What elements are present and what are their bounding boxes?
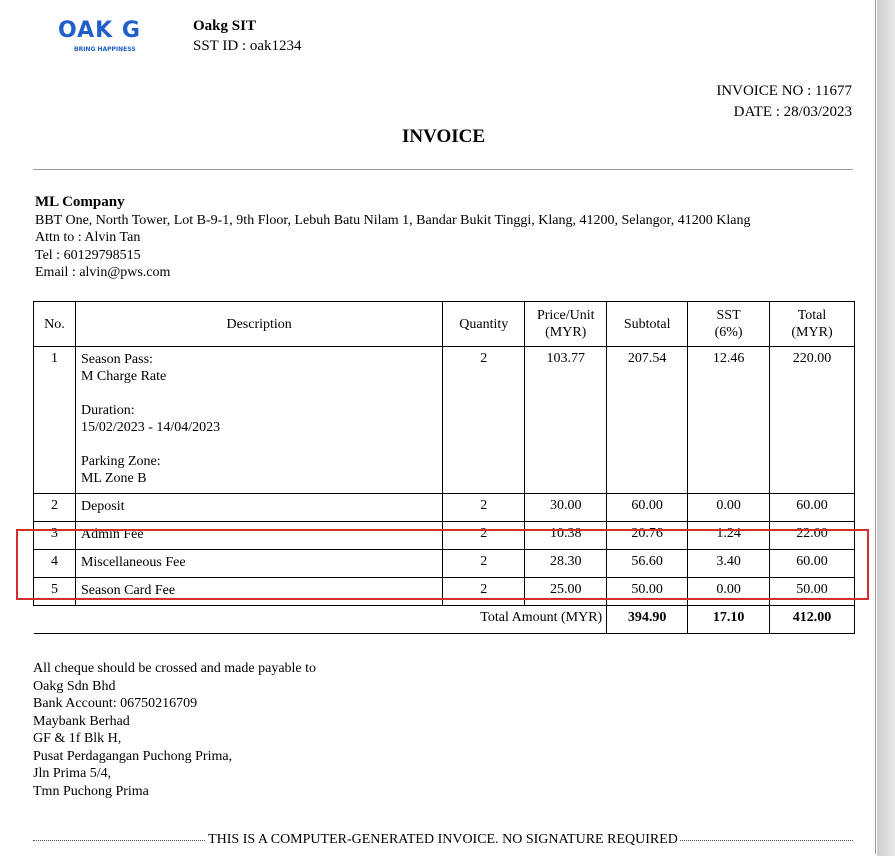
cell-subtotal: 50.00 xyxy=(607,578,688,606)
payment-line: Bank Account: 06750216709 xyxy=(33,696,198,711)
customer-tel: Tel : 60129798515 xyxy=(35,247,141,263)
cell-sst: 0.00 xyxy=(688,494,770,522)
cell-subtotal: 207.54 xyxy=(607,347,688,494)
header-no: No. xyxy=(34,302,76,347)
totals-row xyxy=(34,606,855,634)
sst-id: SST ID : oak1234 xyxy=(193,38,302,54)
cell-no: 4 xyxy=(34,550,76,578)
logo-text: OAK G xyxy=(58,18,141,43)
payment-line: Pusat Perdagangan Puchong Prima, xyxy=(33,748,233,764)
invoice-number: INVOICE NO : 11677 xyxy=(716,83,852,99)
divider xyxy=(33,169,853,170)
payment-line: Maybank Berhad xyxy=(33,713,130,729)
header-quantity: Quantity xyxy=(443,302,525,347)
cell-description: Admin Fee xyxy=(75,522,442,550)
cell-quantity: 2 xyxy=(443,550,525,578)
cell-price: 10.38 xyxy=(525,522,607,550)
total-label: Total Amount (MYR) xyxy=(34,606,607,634)
cell-total: 60.00 xyxy=(770,550,855,578)
footer-text: THIS IS A COMPUTER-GENERATED INVOICE. NO SIGNATURE REQUIRED xyxy=(208,832,678,847)
cell-subtotal: 56.60 xyxy=(607,550,688,578)
cell-sst: 12.46 xyxy=(688,347,770,494)
cell-quantity: 2 xyxy=(443,522,525,550)
invoice-title: INVOICE xyxy=(401,126,486,147)
cell-sst: 3.40 xyxy=(688,550,770,578)
cell-total: 60.00 xyxy=(770,494,855,522)
payment-line: GF & 1f Blk H, xyxy=(33,731,122,746)
company-logo xyxy=(58,18,158,58)
payment-line: Jln Prima 5/4, xyxy=(33,766,112,781)
cell-sst: 0.00 xyxy=(688,578,770,606)
table-row xyxy=(34,494,855,522)
cell-price: 28.30 xyxy=(525,550,607,578)
table-header-row xyxy=(34,302,855,347)
header-total: Total (MYR) xyxy=(770,302,855,347)
cell-total: 22.00 xyxy=(770,522,855,550)
cell-description: Season Pass: M Charge Rate Duration: 15/02/2023 - 14/04/2023 Parking Zone: ML Zone B xyxy=(75,347,442,494)
total-amount: 412.00 xyxy=(770,606,855,634)
customer-name: ML Company xyxy=(35,194,125,210)
header-price: Price/Unit (MYR) xyxy=(525,302,607,347)
cell-total: 50.00 xyxy=(770,578,855,606)
customer-block xyxy=(35,194,750,282)
payment-line: Oakg Sdn Bhd xyxy=(33,678,116,694)
customer-attn: Attn to : Alvin Tan xyxy=(35,230,141,245)
cell-no: 1 xyxy=(34,347,76,494)
highlight-box xyxy=(16,529,869,600)
total-subtotal: 394.90 xyxy=(607,606,688,634)
cell-no: 2 xyxy=(34,494,76,522)
cell-subtotal: 20.76 xyxy=(607,522,688,550)
company-name: Oakg SIT xyxy=(193,18,256,34)
customer-address: BBT One, North Tower, Lot B-9-1, 9th Floor, Lebuh Batu Nilam 1, Bandar Bukit Tinggi, Klang, 41200, Selangor, 41200 Klang xyxy=(35,212,751,228)
cell-price: 30.00 xyxy=(525,494,607,522)
cell-subtotal: 60.00 xyxy=(607,494,688,522)
invoice-date: DATE : 28/03/2023 xyxy=(733,104,852,120)
total-sst: 17.10 xyxy=(688,606,770,634)
cell-price: 103.77 xyxy=(525,347,607,494)
footer-note xyxy=(33,832,853,848)
table-row xyxy=(34,347,855,494)
cell-quantity: 2 xyxy=(443,578,525,606)
payment-info xyxy=(33,660,316,800)
payment-line: Tmn Puchong Prima xyxy=(33,783,149,799)
cell-description: Season Card Fee xyxy=(75,578,442,606)
cell-quantity: 2 xyxy=(443,494,525,522)
header-sst: SST (6%) xyxy=(688,302,770,347)
header-subtotal: Subtotal xyxy=(607,302,688,347)
cell-description: Miscellaneous Fee xyxy=(75,550,442,578)
logo-tagline: BRING HAPPINESS xyxy=(74,46,136,53)
customer-email: Email : alvin@pws.com xyxy=(35,265,171,280)
header-description: Description xyxy=(75,302,442,347)
cell-quantity: 2 xyxy=(443,347,525,494)
cell-no: 5 xyxy=(34,578,76,606)
cell-price: 25.00 xyxy=(525,578,607,606)
cell-sst: 1.24 xyxy=(688,522,770,550)
cell-no: 3 xyxy=(34,522,76,550)
payment-line: All cheque should be crossed and made payable to xyxy=(33,661,317,676)
cell-total: 220.00 xyxy=(770,347,855,494)
cell-description: Deposit xyxy=(75,494,442,522)
